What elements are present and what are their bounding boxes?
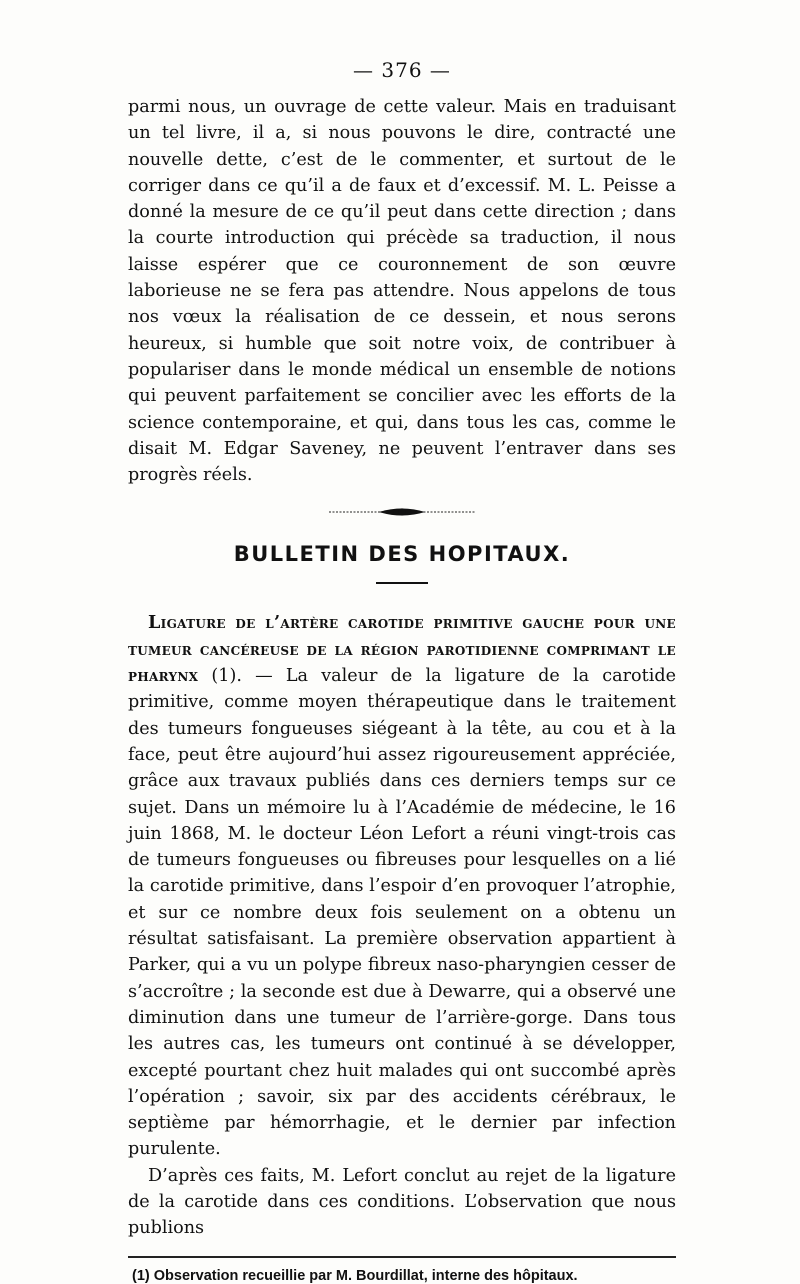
footnote: [132, 1268, 676, 1284]
footnote-text: Observation recueillie par M. Bourdillat, interne des hôpitaux.: [149, 1267, 578, 1284]
footnote-marker: (1): [132, 1267, 150, 1284]
footnote-rule: [128, 1256, 676, 1258]
closing-paragraph: D’après ces faits, M. Lefort conclut au rejet de la ligature de la carotide dans ces conditions. L’observation que nous publions: [128, 1165, 676, 1239]
article-body: . — La valeur de la ligature de la carotide primitive, comme moyen thérapeutique dans le traitement des tumeurs fongueuses siégeant à la tête, au cou et à la face, peut être aujourd’hui assez rigoureusement appréciée, grâce aux travaux publiés dans ces derniers temps sur ce sujet. Dans un mémoire lu à l’Académie de médecine, le 16 juin 1868, M. le docteur Léon Lefort a réuni vingt-trois cas de tumeurs fongueuses ou fibreuses pour lesquelles on a lié la carotide primitive, dans l’espoir d’en provoquer l’atrophie, et sur ce nombre deux fois seulement on a obtenu un résultat satisfaisant. La première observation appartient à Parker, qui a vu un polype fibreux naso-pharyngien cesser de s’accroître ; la seconde est due à Dewarre, qui a observé une diminution dans une tumeur de l’arrière-gorge. Dans tous les autres cas, les tumeurs ont continué à se développer, excepté pourtant chez huit malades qui ont succombé après l’opération ; savoir, six par des accidents cérébraux, le septième par hémorrhagie, et le dernier par infection purulente.: [128, 666, 677, 1160]
page-number: — 376 —: [353, 58, 451, 82]
heading-rule: [376, 582, 428, 584]
intro-paragraph: parmi nous, un ouvrage de cette valeur. Mais en traduisant un tel livre, il a, si nous pouvons le dire, contracté une nouvelle dette, c’est de le commenter, et surtout de le corriger dans ce qu’il a de faux et d’excessif. M. L. Peisse a donné la mesure de ce qu’il peut dans cette direction ; dans la courte introduction qui précède sa traduction, il nous laisse espérer que ce couronnement de son œuvre laborieuse ne se fera pas attendre. Nous appelons de tous nos vœux la réalisation de ce dessein, et nous serons heureux, si humble que soit notre voix, de contribuer à populariser dans le monde médical un ensemble de notions qui peuvent parfaitement se concilier avec les efforts de la science contemporaine, et qui, dans tous les cas, comme le disait M. Edgar Saveney, ne peuvent l’entraver dans ses progrès réels.: [128, 97, 676, 486]
article-title: Ligature de l’artère carotide primitive gauche pour une tumeur cancéreuse de la région parotidienne comprimant le pharynx: [128, 612, 676, 687]
article-paragraph: [128, 610, 676, 1162]
footnote-reference[interactable]: (1): [211, 666, 237, 687]
ornament-divider-icon: [327, 506, 477, 518]
section-heading: BULLETIN DES HOPITAUX.: [233, 542, 571, 567]
book-page: [128, 58, 676, 1284]
ornament-divider: [128, 506, 676, 518]
